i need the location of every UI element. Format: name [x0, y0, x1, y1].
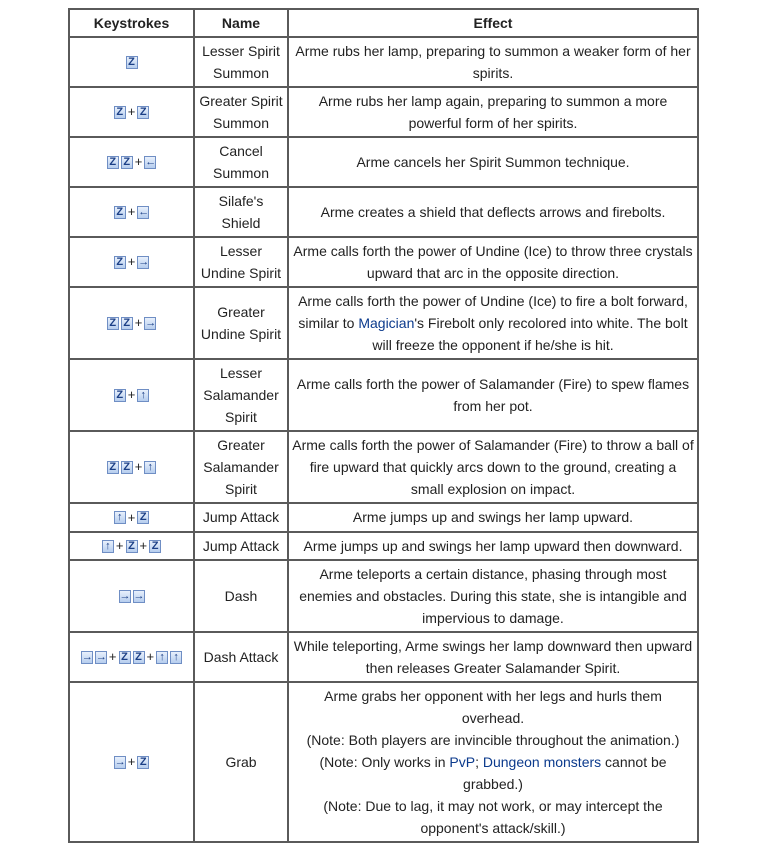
plus-sign: +	[134, 459, 143, 475]
plus-sign: +	[146, 649, 155, 665]
move-name: Jump Attack	[194, 503, 288, 532]
note-text: cannot be grabbed.)	[463, 754, 667, 793]
keystrokes-cell	[69, 287, 194, 359]
keystrokes-cell	[69, 237, 194, 287]
z-key-icon: Z	[137, 106, 149, 119]
table-row	[69, 137, 698, 187]
right-arrow-key-icon: →	[95, 650, 107, 663]
plus-sign: +	[115, 538, 124, 554]
table-row	[69, 237, 698, 287]
plus-sign: +	[134, 154, 143, 170]
z-key-icon: Z	[114, 106, 126, 119]
z-key-icon: Z	[133, 651, 145, 664]
z-key-icon: Z	[137, 511, 149, 524]
table-row	[69, 287, 698, 359]
z-key-icon: Z	[114, 256, 126, 269]
plus-sign: +	[127, 204, 136, 220]
z-key-icon: Z	[137, 756, 149, 769]
effect-text: 's Firebolt only recolored into white. The bolt will freeze the opponent if he/she is hit.	[372, 315, 688, 353]
move-name: Lesser Spirit Summon	[194, 37, 288, 87]
note-text: (Note: Only works in	[319, 754, 450, 771]
z-key-icon: Z	[119, 651, 131, 664]
move-name: Greater Spirit Summon	[194, 87, 288, 137]
header-row	[69, 9, 698, 37]
move-effect: Arme calls forth the power of Undine (Ice) to throw three crystals upward that arc in the opposite direction.	[288, 237, 698, 287]
note-text: ;	[475, 754, 483, 771]
keystrokes-cell	[69, 532, 194, 561]
up-arrow-key-icon: ↑	[102, 540, 114, 553]
move-effect: Arme calls forth the power of Salamander (Fire) to spew flames from her pot.	[288, 359, 698, 431]
plus-sign: +	[127, 387, 136, 403]
right-arrow-key-icon: →	[138, 255, 150, 268]
left-arrow-key-icon: ←	[138, 205, 150, 218]
z-key-icon: Z	[121, 461, 133, 474]
plus-sign: +	[127, 509, 136, 525]
effect-text: Arme calls forth the power of Undine (Ice) to fire a bolt forward, similar to	[298, 293, 688, 331]
keystrokes-cell	[69, 87, 194, 137]
right-arrow-key-icon: →	[81, 650, 93, 663]
move-name: Dash Attack	[194, 632, 288, 682]
table-row	[69, 632, 698, 682]
up-arrow-key-icon: ↑	[144, 461, 156, 474]
table-row	[69, 187, 698, 237]
plus-sign: +	[134, 315, 143, 331]
move-name: Cancel Summon	[194, 137, 288, 187]
up-arrow-key-icon: ↑	[114, 511, 126, 524]
table-row	[69, 431, 698, 503]
z-key-icon: Z	[107, 461, 119, 474]
keystrokes-cell	[69, 560, 194, 632]
left-arrow-key-icon: ←	[145, 155, 157, 168]
table-row	[69, 532, 698, 561]
plus-sign: +	[127, 104, 136, 120]
move-effect: Arme rubs her lamp, preparing to summon a weaker form of her spirits.	[288, 37, 698, 87]
up-arrow-key-icon: ↑	[156, 651, 168, 664]
z-key-icon: Z	[107, 156, 119, 169]
table-row	[69, 503, 698, 532]
move-name: Greater Salamander Spirit	[194, 431, 288, 503]
table-row	[69, 87, 698, 137]
note-invincible: (Note: Both players are invincible throughout the animation.)	[306, 732, 680, 749]
move-effect	[288, 682, 698, 842]
plus-sign: +	[108, 649, 117, 665]
move-name: Dash	[194, 560, 288, 632]
right-arrow-key-icon: →	[119, 590, 131, 603]
z-key-icon: Z	[107, 317, 119, 330]
move-name: Grab	[194, 682, 288, 842]
table-row	[69, 359, 698, 431]
keystrokes-cell	[69, 359, 194, 431]
z-key-icon: Z	[126, 56, 138, 69]
keystrokes-cell	[69, 187, 194, 237]
move-name: Lesser Salamander Spirit	[194, 359, 288, 431]
keystrokes-cell	[69, 632, 194, 682]
z-key-icon: Z	[114, 389, 126, 402]
z-key-icon: Z	[121, 156, 133, 169]
right-arrow-key-icon: →	[145, 316, 157, 329]
effect-header: Effect	[288, 9, 698, 37]
magician-link[interactable]: Magician	[358, 315, 415, 331]
note-pvp	[292, 751, 694, 795]
name-header: Name	[194, 9, 288, 37]
move-effect: Arme jumps up and swings her lamp upward then downward.	[288, 532, 698, 561]
move-effect: Arme teleports a certain distance, phasing through most enemies and obstacles. During this state, she is intangible and impervious to damage.	[288, 560, 698, 632]
effect-text: Arme grabs her opponent with her legs and hurls them overhead.	[324, 688, 662, 727]
z-key-icon: Z	[126, 540, 138, 553]
table-row	[69, 560, 698, 632]
keystrokes-header: Keystrokes	[69, 9, 194, 37]
plus-sign: +	[139, 538, 148, 554]
plus-sign: +	[127, 254, 136, 270]
move-name: Lesser Undine Spirit	[194, 237, 288, 287]
move-name: Silafe's Shield	[194, 187, 288, 237]
keystrokes-cell	[69, 37, 194, 87]
move-name: Greater Undine Spirit	[194, 287, 288, 359]
keystrokes-cell	[69, 137, 194, 187]
plus-sign: +	[127, 754, 136, 770]
z-key-icon: Z	[114, 206, 126, 219]
keystrokes-cell	[69, 503, 194, 532]
move-effect: Arme rubs her lamp again, preparing to summon a more powerful form of her spirits.	[288, 87, 698, 137]
move-name: Jump Attack	[194, 532, 288, 561]
table-row	[69, 37, 698, 87]
up-arrow-key-icon: ↑	[170, 651, 182, 664]
note-lag: (Note: Due to lag, it may not work, or may intercept the opponent's attack/skill.)	[323, 798, 663, 837]
keystrokes-cell	[69, 682, 194, 842]
z-key-icon: Z	[121, 317, 133, 330]
move-effect: Arme calls forth the power of Salamander (Fire) to throw a ball of fire upward that quickly arcs down to the ground, creating a small explosion on impact.	[288, 431, 698, 503]
move-effect: Arme cancels her Spirit Summon technique.	[288, 137, 698, 187]
right-arrow-key-icon: →	[114, 755, 126, 768]
move-effect: Arme jumps up and swings her lamp upward.	[288, 503, 698, 532]
keystrokes-cell	[69, 431, 194, 503]
pvp-link[interactable]: PvP	[449, 754, 476, 771]
moves-table	[68, 8, 699, 843]
right-arrow-key-icon: →	[133, 590, 145, 603]
move-effect: Arme creates a shield that deflects arrows and firebolts.	[288, 187, 698, 237]
z-key-icon: Z	[149, 540, 161, 553]
dungeon-monsters-link[interactable]: Dungeon monsters	[482, 754, 602, 771]
move-effect: While teleporting, Arme swings her lamp downward then upward then releases Greater Salamander Spirit.	[288, 632, 698, 682]
table-row	[69, 682, 698, 842]
up-arrow-key-icon: ↑	[137, 389, 149, 402]
move-effect	[288, 287, 698, 359]
